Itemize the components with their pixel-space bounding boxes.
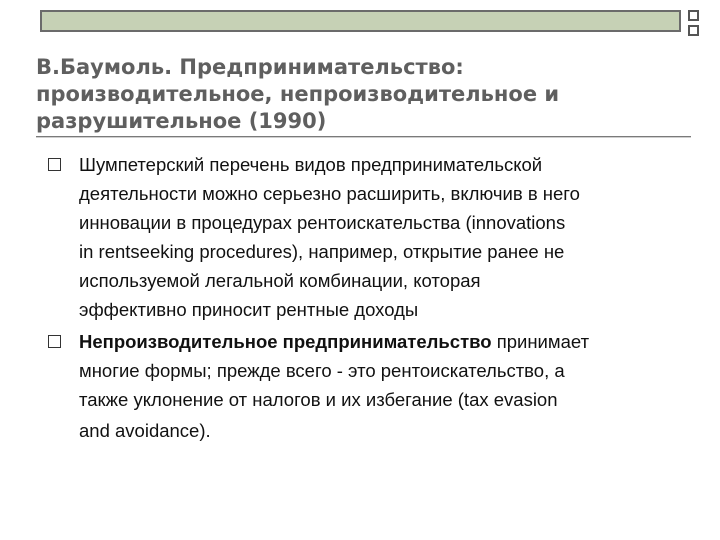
slide-title [36,54,686,135]
bullet-line: Шумпетерский перечень видов предпринимательской [79,154,543,175]
bullet-line: также уклонение от налогов и их избегание (tax evasion [79,389,558,410]
corner-square-icon [688,10,699,21]
bullet-line: деятельности можно серьезно расширить, включив в него [79,183,580,204]
bullet-line: эффективно приносит рентные доходы [79,299,419,320]
bullet-line: and avoidance). [79,420,211,441]
title-line: разрушительное (1990) [36,109,327,133]
bullet-line: многие формы; прежде всего - это рентоискательство, а [79,360,565,381]
bullet-line: in rentseeking procedures), например, открытие ранее не [79,241,565,262]
bullet-line: используемой легальной комбинации, которая [79,270,481,291]
bullet-item [46,150,686,324]
title-line: В.Баумоль. Предпринимательство: [36,55,464,79]
bullet-text: принимает [491,331,590,352]
corner-square-icon [688,25,699,36]
bullet-line [79,327,686,356]
bullet-item [46,327,686,448]
title-line: производительное, непроизводительное и [36,82,560,106]
bold-term: Непроизводительное предпринимательство [79,331,492,352]
title-divider [36,136,691,137]
top-decorative-bar [40,10,681,32]
slide-body [46,150,686,451]
square-bullet-icon [48,158,61,171]
square-bullet-icon [48,335,61,348]
bullet-line: инновации в процедурах рентоискательства (innovations [79,212,566,233]
corner-squares [688,10,701,38]
